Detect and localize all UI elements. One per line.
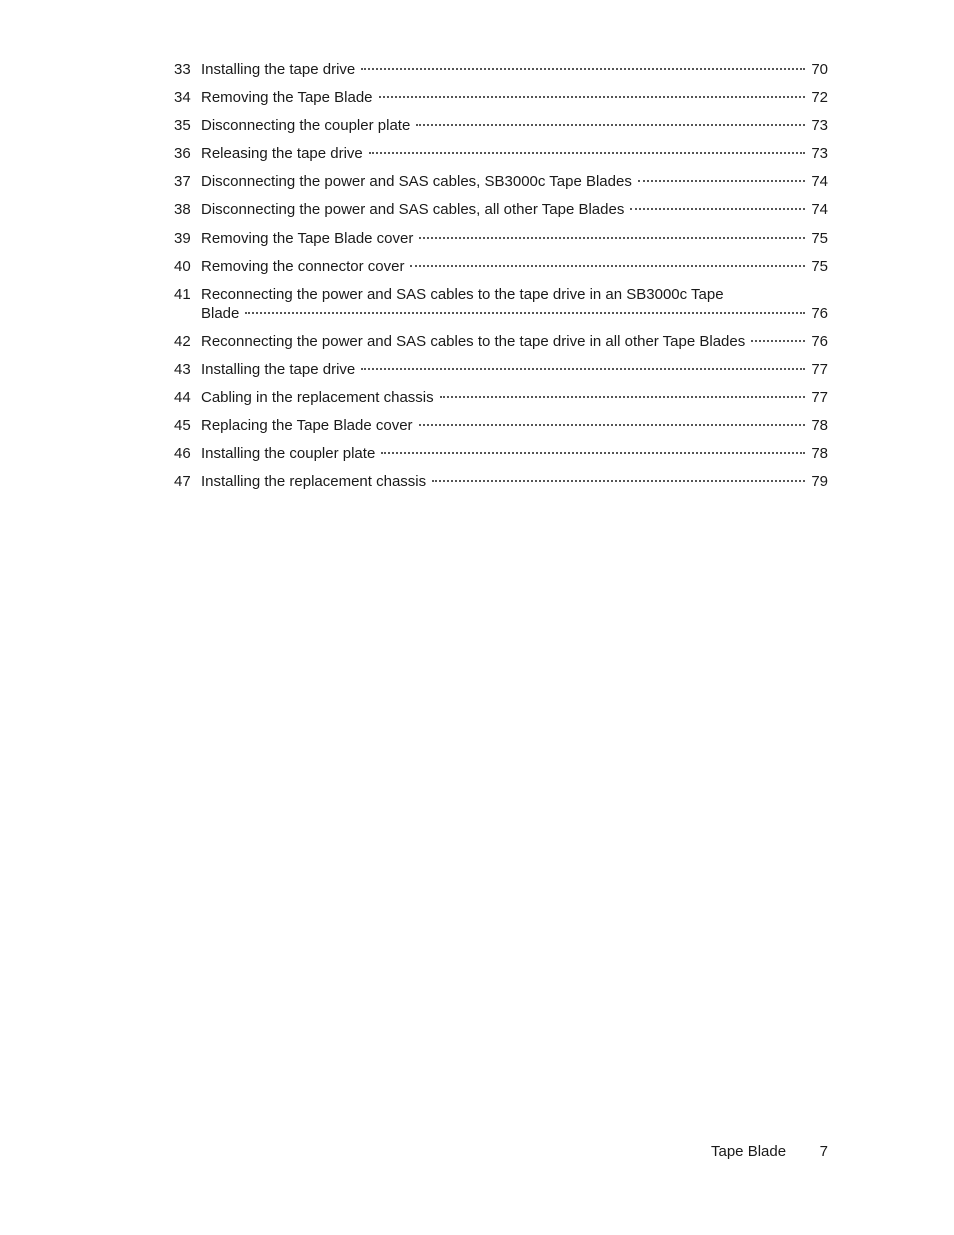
dot-leader: [416, 123, 805, 126]
toc-number: 40: [174, 257, 191, 275]
toc-title-continuation[interactable]: Blade: [201, 304, 240, 322]
page-footer: [711, 1143, 828, 1160]
toc-title[interactable]: Disconnecting the power and SAS cables, SB3000c Tape Blades: [201, 173, 632, 191]
dot-leader: [245, 311, 805, 314]
toc-title[interactable]: Removing the Tape Blade: [201, 89, 373, 107]
toc-title[interactable]: Releasing the tape drive: [201, 145, 363, 163]
toc-title[interactable]: Disconnecting the power and SAS cables, all other Tape Blades: [201, 201, 625, 219]
toc-number: 41: [174, 285, 191, 303]
toc-entry[interactable]: [174, 360, 828, 388]
toc-page[interactable]: 77: [811, 360, 828, 378]
dot-leader: [361, 367, 805, 370]
dot-leader: [379, 95, 806, 98]
toc-entry[interactable]: [174, 144, 828, 172]
toc-title[interactable]: Installing the coupler plate: [201, 445, 376, 463]
toc-title[interactable]: Removing the Tape Blade cover: [201, 229, 414, 247]
toc-entry[interactable]: [174, 332, 828, 360]
toc-number: 33: [174, 61, 191, 78]
toc-number: 38: [174, 201, 191, 219]
toc-page[interactable]: 74: [811, 173, 828, 191]
toc-number: 34: [174, 89, 191, 107]
toc-number: 36: [174, 145, 191, 163]
footer-section-title: Tape Blade: [711, 1143, 787, 1160]
toc-page[interactable]: 73: [811, 117, 828, 135]
toc-page[interactable]: 75: [811, 257, 828, 275]
toc-title[interactable]: Reconnecting the power and SAS cables to the tape drive in an SB3000c Tape: [201, 285, 724, 303]
toc-entry[interactable]: [174, 388, 828, 416]
toc-page[interactable]: 78: [811, 445, 828, 463]
toc-entry[interactable]: [174, 116, 828, 144]
toc-number: 47: [174, 473, 191, 491]
dot-leader: [381, 451, 805, 454]
toc-entry[interactable]: [174, 257, 828, 285]
toc-number: 43: [174, 360, 191, 378]
dot-leader: [419, 236, 805, 239]
toc-entry[interactable]: [174, 416, 828, 444]
toc-title[interactable]: Removing the connector cover: [201, 257, 405, 275]
dot-leader: [369, 151, 806, 154]
toc-entry[interactable]: [174, 444, 828, 472]
toc-page[interactable]: 70: [811, 61, 828, 78]
toc-page[interactable]: 76: [811, 304, 828, 322]
toc-title[interactable]: Installing the replacement chassis: [201, 473, 427, 491]
dot-leader: [440, 395, 806, 398]
toc-number: 46: [174, 445, 191, 463]
toc-title[interactable]: Cabling in the replacement chassis: [201, 388, 434, 406]
dot-leader: [419, 423, 806, 426]
toc-page[interactable]: 75: [811, 229, 828, 247]
toc-number: 44: [174, 388, 191, 406]
dot-leader: [638, 179, 805, 182]
toc-title[interactable]: Installing the tape drive: [201, 61, 356, 78]
toc-page[interactable]: 73: [811, 145, 828, 163]
toc-page[interactable]: 76: [811, 332, 828, 350]
toc-page[interactable]: 79: [811, 473, 828, 491]
dot-leader: [751, 339, 805, 342]
toc-title[interactable]: Reconnecting the power and SAS cables to the tape drive in all other Tape Blades: [201, 332, 746, 350]
toc-entry[interactable]: [174, 200, 828, 228]
toc-number: 39: [174, 229, 191, 247]
toc-page[interactable]: 72: [811, 89, 828, 107]
toc-number: 35: [174, 117, 191, 135]
dot-leader: [361, 67, 805, 70]
toc-entry[interactable]: [174, 172, 828, 200]
toc-title[interactable]: Installing the tape drive: [201, 360, 356, 378]
toc-number: 42: [174, 332, 191, 350]
toc-number: 37: [174, 173, 191, 191]
toc-page[interactable]: 74: [811, 201, 828, 219]
toc-title[interactable]: Disconnecting the coupler plate: [201, 117, 411, 135]
toc-title[interactable]: Replacing the Tape Blade cover: [201, 417, 413, 435]
toc-entry[interactable]: [174, 472, 828, 500]
toc-number: 45: [174, 417, 191, 435]
toc-page[interactable]: 78: [811, 417, 828, 435]
toc-entry[interactable]: [174, 285, 828, 332]
toc-entry[interactable]: [174, 88, 828, 116]
dot-leader: [432, 479, 805, 482]
dot-leader: [630, 207, 805, 210]
dot-leader: [410, 264, 805, 267]
toc-page[interactable]: 77: [811, 388, 828, 406]
toc-entry[interactable]: [174, 60, 828, 88]
toc-entry[interactable]: [174, 229, 828, 257]
table-of-contents: [174, 60, 828, 500]
footer-page-number: 7: [819, 1143, 828, 1160]
